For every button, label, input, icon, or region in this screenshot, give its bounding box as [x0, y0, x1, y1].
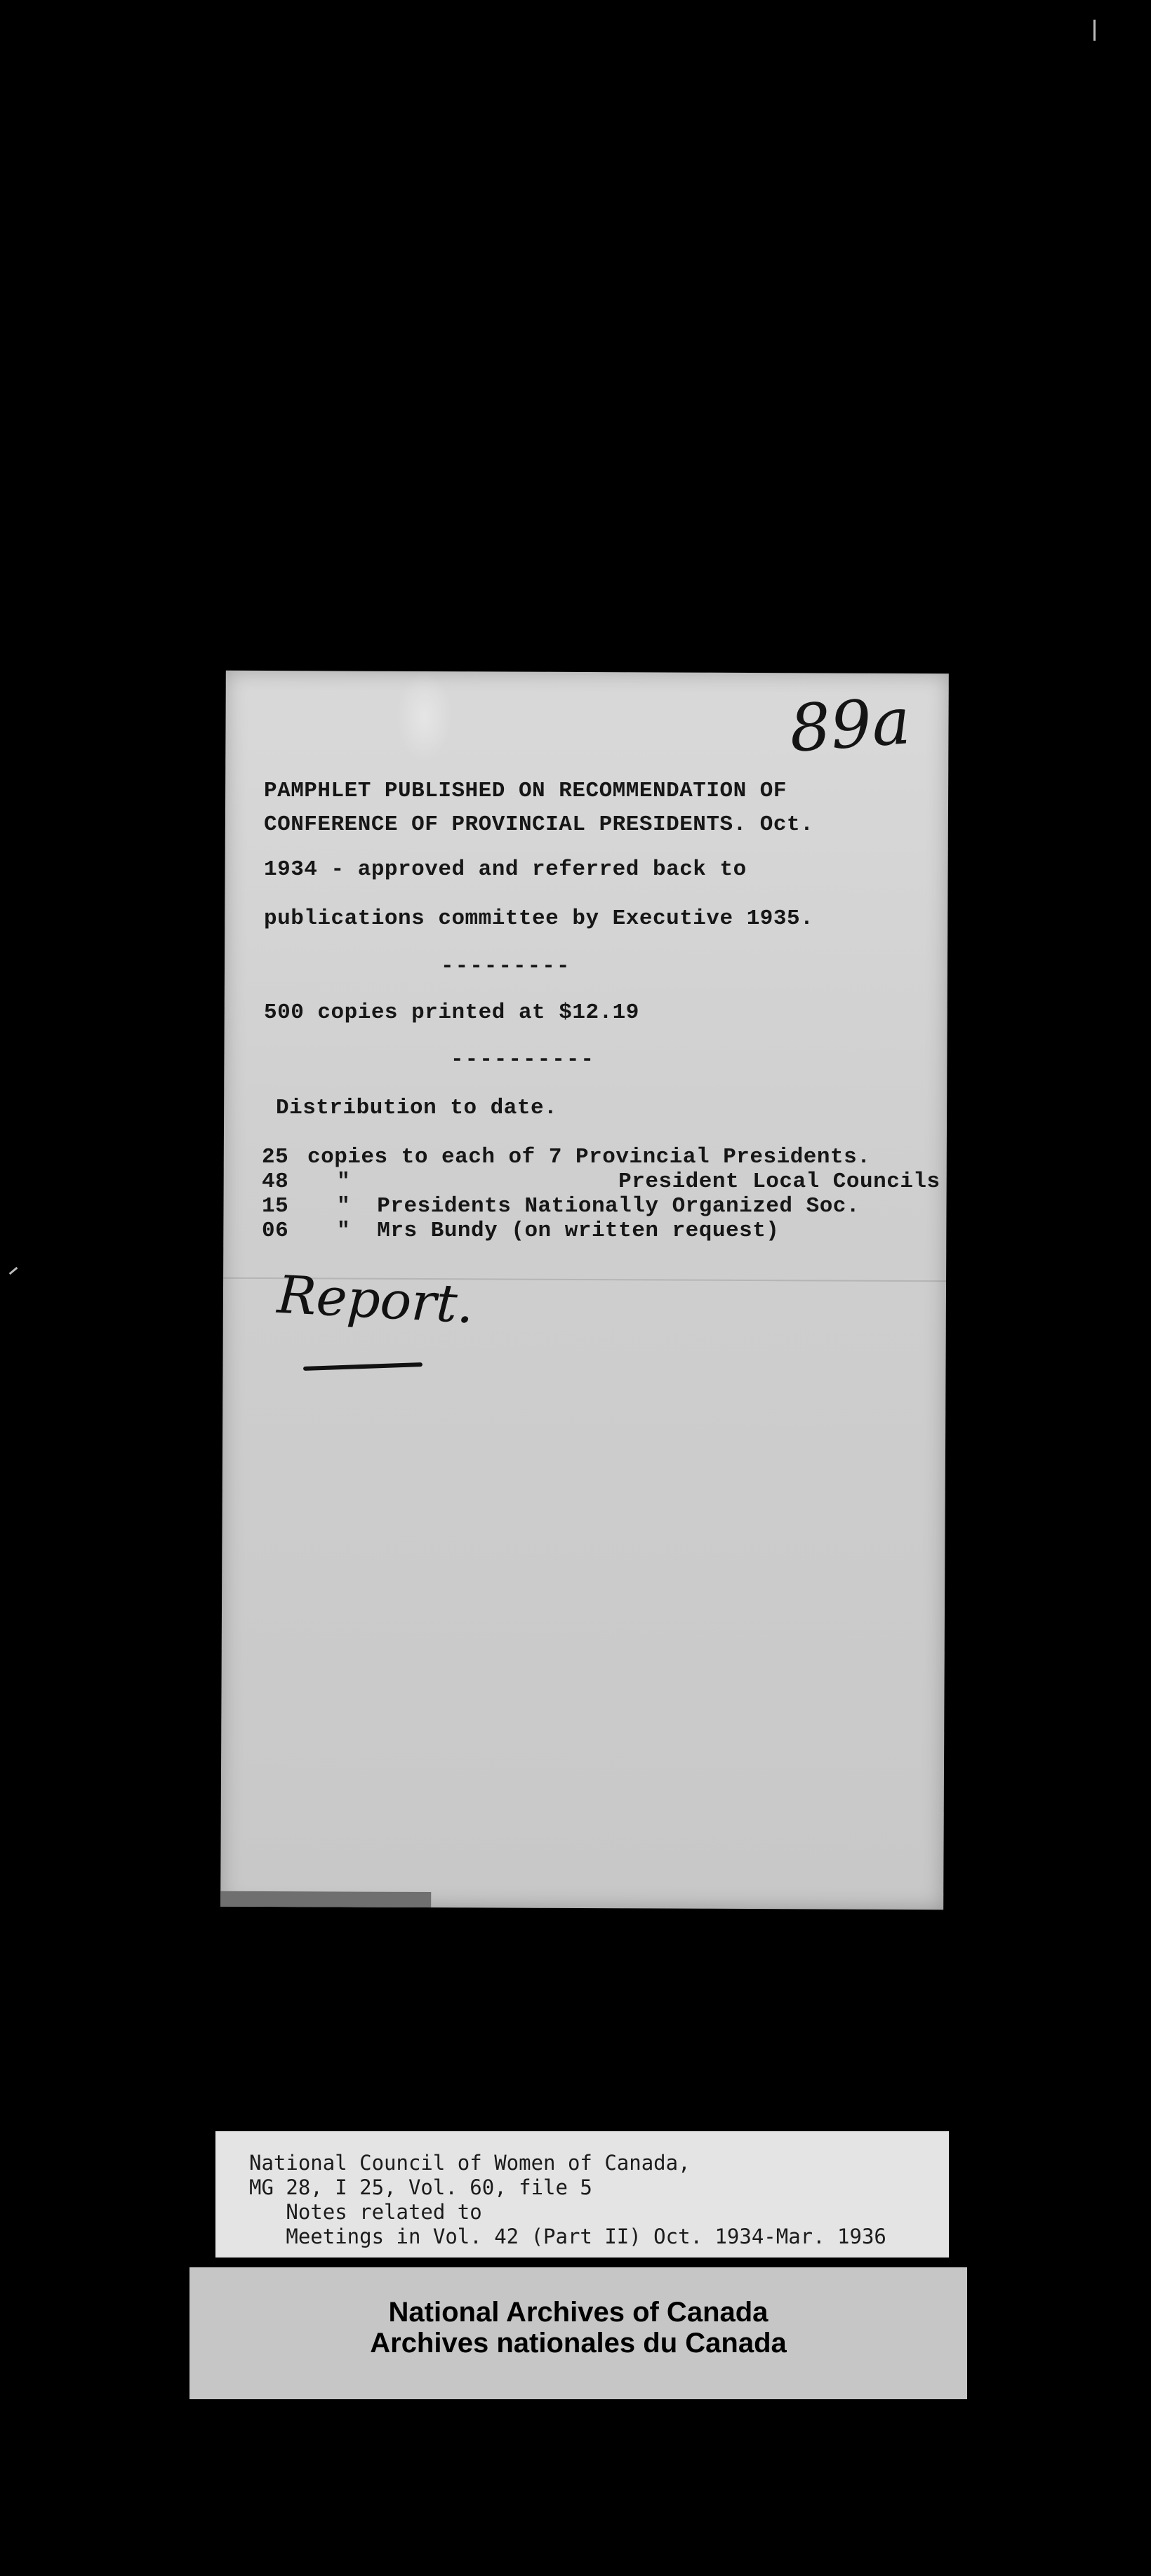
distribution-text: " Mrs Bundy (on written request) — [337, 1219, 780, 1243]
distribution-text: copies to each of 7 Provincial Presidents. — [307, 1145, 871, 1169]
heading-line-3: 1934 - approved and referred back to — [264, 857, 747, 882]
reference-line-4: Meetings in Vol. 42 (Part II) Oct. 1934-Mar. 1936 — [249, 2225, 886, 2248]
scan-speck — [9, 1267, 18, 1275]
scan-speck — [1093, 20, 1096, 41]
reference-line-3: Notes related to — [249, 2200, 482, 2224]
page-shadow-edge — [220, 1891, 431, 1907]
reference-line-2: MG 28, I 25, Vol. 60, file 5 — [249, 2175, 592, 2199]
handwritten-report-note: Report. — [275, 1264, 476, 1336]
distribution-text: " Presidents Nationally Organized Soc. — [337, 1194, 860, 1219]
heading-line-1: PAMPHLET PUBLISHED ON RECOMMENDATION OF — [264, 779, 787, 803]
archives-name-french: Archives nationales du Canada — [370, 2328, 787, 2359]
heading-line-4: publications committee by Executive 1935. — [264, 906, 814, 931]
separator-1: --------- — [441, 954, 571, 979]
archives-name-english: National Archives of Canada — [388, 2297, 769, 2328]
heading-line-2: CONFERENCE OF PROVINCIAL PRESIDENTS. Oct. — [264, 812, 814, 837]
printing-line: 500 copies printed at $12.19 — [264, 1000, 639, 1025]
distribution-text: " President Local Councils — [337, 1169, 940, 1194]
archives-stamp-card — [189, 2267, 967, 2399]
distribution-count: 25 — [262, 1145, 289, 1169]
reference-line-1: National Council of Women of Canada, — [249, 2151, 691, 2175]
distribution-count: 06 — [262, 1219, 289, 1243]
separator-2: ---------- — [451, 1047, 596, 1072]
distribution-count: 15 — [262, 1194, 289, 1219]
distribution-count: 48 — [262, 1169, 289, 1194]
archive-number: 89a — [787, 683, 913, 767]
tape-mark — [396, 671, 453, 763]
distribution-heading: Distribution to date. — [276, 1096, 558, 1120]
